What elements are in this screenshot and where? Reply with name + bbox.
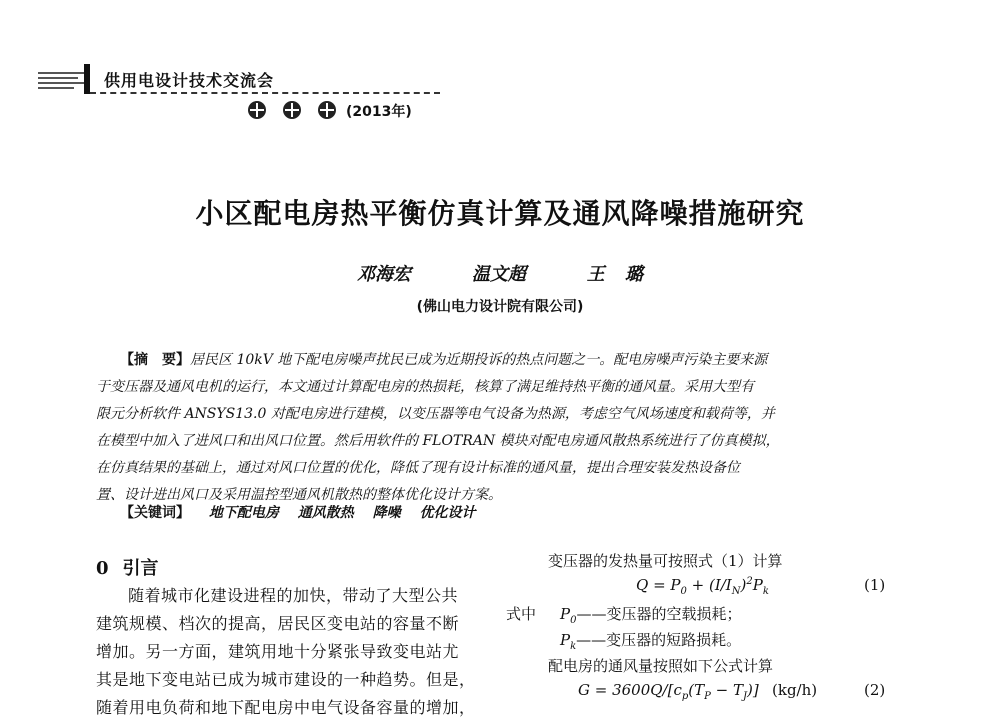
body-line: 其是地下变电站已成为城市建设的一种趋势。但是，: [96, 670, 476, 689]
equation-1-number: (1): [864, 576, 886, 594]
conference-title: 供用电设计技术交流会: [104, 71, 275, 90]
keyword: 优化设计: [419, 505, 476, 521]
equation-1: $Q = P_0 + (I/I_N)^2P_k$: [636, 576, 769, 597]
keyword: 降噪: [372, 505, 401, 521]
keywords-label: 【关键词】: [120, 505, 190, 521]
body-line: 建筑规模、档次的提高，居民区变电站的容量不断: [96, 614, 460, 633]
author: 邓海宏: [357, 264, 412, 285]
body-line: 增加。另一方面，建筑用地十分紧张导致变电站尤: [96, 642, 460, 661]
abstract-label: 【摘 要】: [120, 352, 190, 368]
paper-title: 小区配电房热平衡仿真计算及通风降噪措施研究: [195, 197, 805, 230]
definition-pk: [560, 629, 741, 652]
author-affiliation: (佛山电力设计院有限公司): [416, 299, 584, 315]
abstract-line: 在模型中加入了进风口和出风口位置。然后用软件的 FLOTRAN 模块对配电房通风散热系统进行了仿真模拟，: [96, 433, 780, 449]
keywords: [120, 502, 476, 522]
header-decoration-bars: [38, 70, 84, 94]
definition-text: ——变压器的空载损耗；: [576, 605, 742, 623]
proceedings-logo-icon: [246, 99, 338, 121]
conference-year: (2013年): [346, 104, 412, 120]
symbol-p0: $P_0$: [560, 605, 577, 626]
paper-authors: [0, 260, 1000, 286]
right-text-line: 变压器的发热量可按照式（1）计算: [548, 552, 783, 570]
equation-2: $G = 3600Q/[c_p(T_P - T_J)]$: [578, 681, 759, 702]
equation-2-number: (2): [864, 681, 886, 699]
where-label: 式中: [506, 605, 537, 623]
abstract-line: [96, 347, 896, 374]
symbol-pk: $P_k$: [560, 631, 577, 652]
author: 王 璐: [586, 264, 643, 285]
keyword: 地下配电房: [208, 505, 279, 521]
header-marker: [84, 64, 90, 94]
abstract-line: 限元分析软件 ANSYS13.0 对配电房进行建模，以变压器等电气设备为热源，考虑空气风场速度和载荷等，并: [96, 406, 775, 422]
right-text-line: 配电房的通风量按照如下公式计算: [548, 657, 774, 675]
author: 温文超: [471, 264, 526, 285]
section-title: 引言: [122, 558, 159, 579]
keyword: 通风散热: [297, 505, 354, 521]
section-number: 0: [96, 558, 109, 579]
definition-p0: [560, 603, 741, 626]
section-body: [96, 582, 480, 722]
body-line: 随着城市化建设进程的加快，带动了大型公共: [128, 586, 459, 605]
definition-text: ——变压器的短路损耗。: [576, 631, 742, 649]
section-heading: [96, 554, 159, 580]
equation-2-unit: (kg/h): [772, 681, 818, 699]
abstract-text: 居民区 10kV 地下配电房噪声扰民已成为近期投诉的热点问题之一。配电房噪声污染主要来源: [190, 352, 768, 368]
abstract-line: 在仿真结果的基础上，通过对风口位置的优化，降低了现有设计标准的通风量，提出合理安装发热设备位: [96, 460, 740, 476]
abstract-line: 于变压器及通风电机的运行，本文通过计算配电房的热损耗，核算了满足维持热平衡的通风量。采用大型有: [96, 379, 754, 395]
abstract: [96, 347, 896, 509]
header-dashed-rule: [90, 92, 440, 94]
body-line: 随着用电负荷和地下配电房中电气设备容量的增加，: [96, 698, 476, 717]
abstract-line: 置、设计进出风口及采用温控型通风机散热的整体优化设计方案。: [96, 487, 502, 503]
